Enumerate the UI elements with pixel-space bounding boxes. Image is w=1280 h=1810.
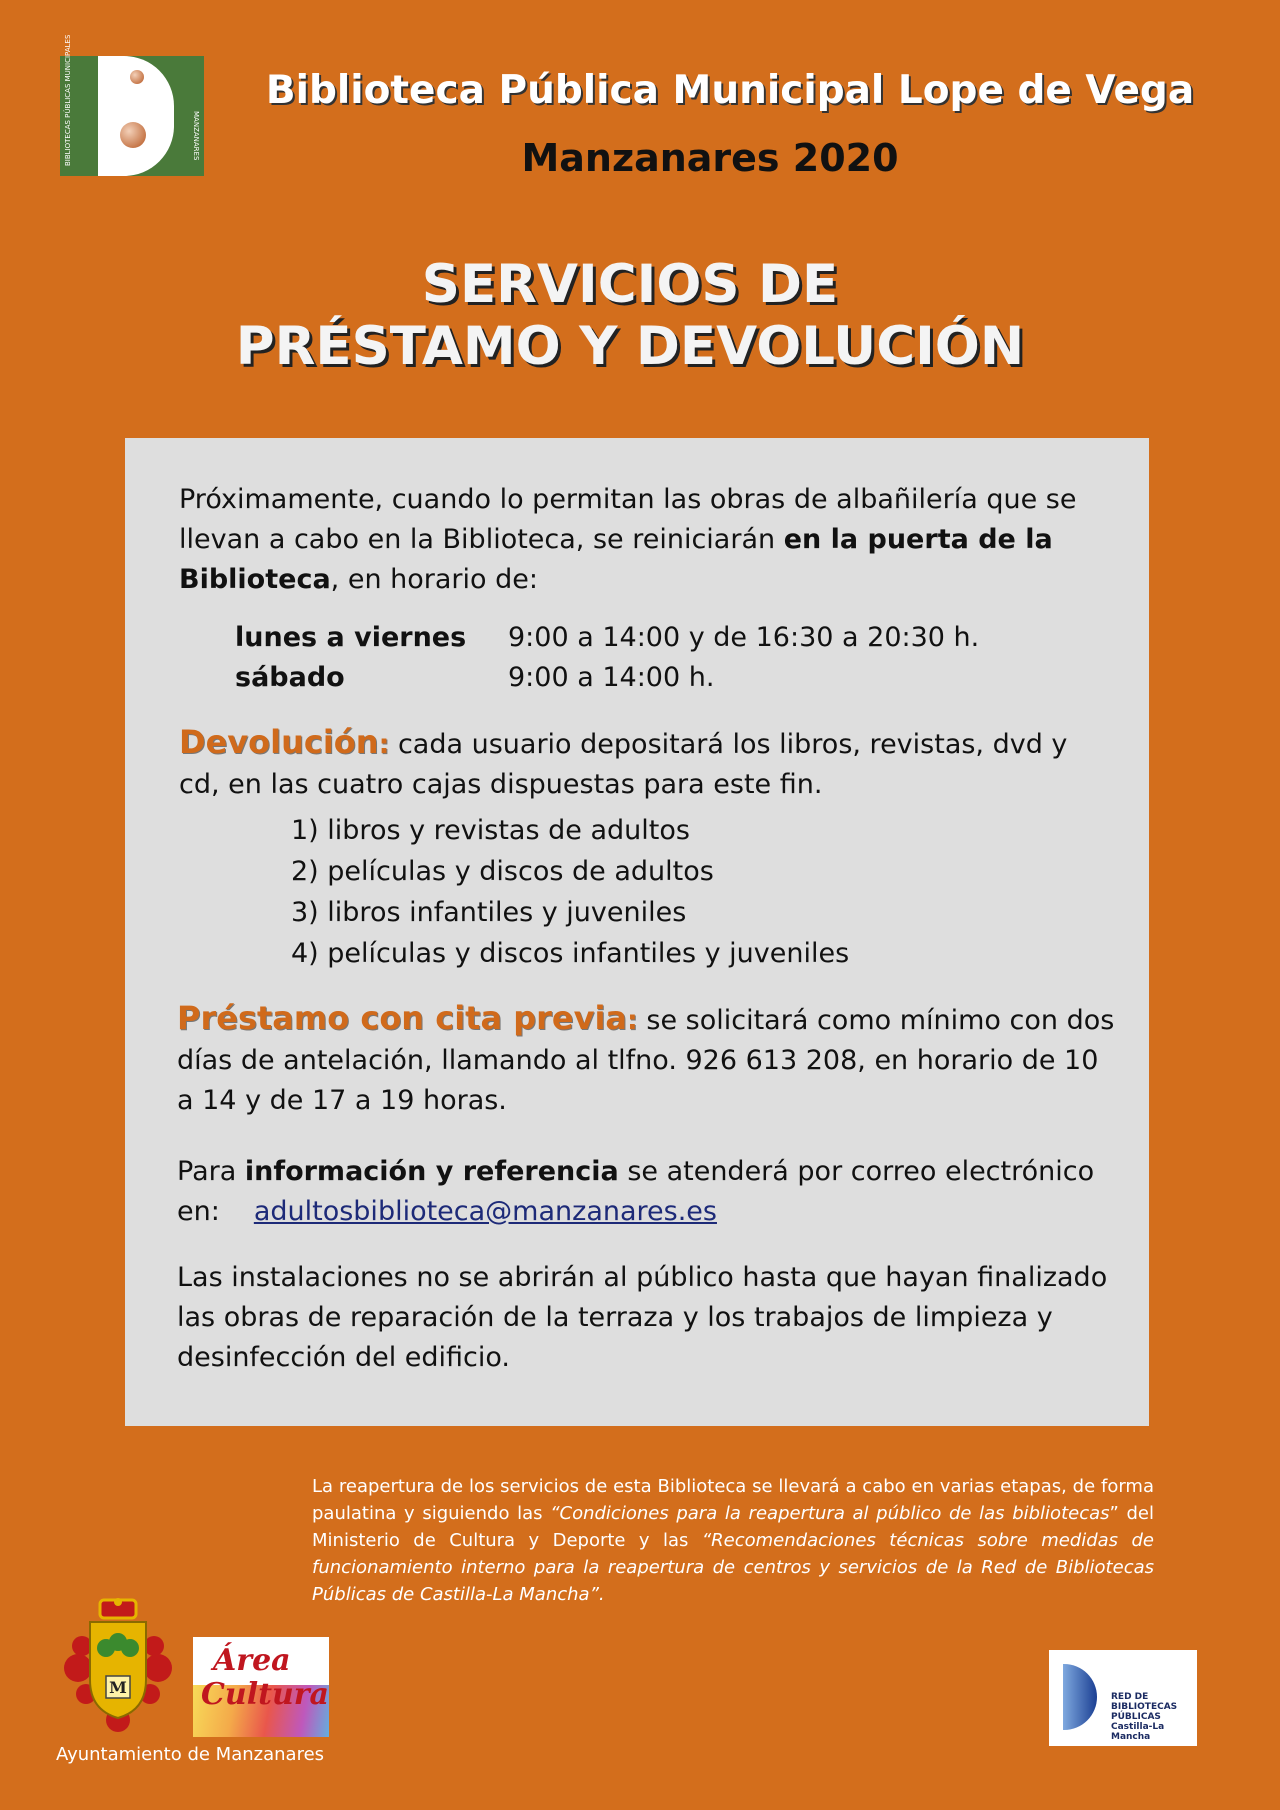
library-logo	[60, 34, 204, 176]
info-card	[125, 438, 1149, 1426]
main-title-line2: PRÉSTAMO Y DEVOLUCIÓN	[235, 316, 1025, 377]
area-text-2: Cultura	[201, 1677, 329, 1712]
hours-row	[235, 658, 1095, 698]
red-logo-text: RED DE BIBLIOTECAS PÚBLICAS Castilla-La Mancha	[1111, 1692, 1178, 1742]
main-title-line1: SERVICIOS DE	[421, 254, 839, 315]
intro-paragraph	[179, 480, 1109, 600]
intro-text: Próximamente, cuando lo permitan las obras de albañilería que se llevan a cabo en la Biblioteca, se reiniciarán	[179, 484, 1077, 555]
email-link[interactable]: adultosbiblioteca@manzanares.es	[253, 1196, 717, 1227]
prestamo-colon: :	[627, 1005, 638, 1036]
ayuntamiento-label: Ayuntamiento de Manzanares	[56, 1744, 325, 1765]
list-item: 1) libros y revistas de adultos	[291, 815, 690, 846]
area-text-1: Área	[213, 1643, 291, 1678]
list-item: 4) películas y discos infantiles y juveniles	[291, 938, 850, 969]
logo-ball-large	[120, 122, 146, 148]
devolucion-text: cada usuario depositará los libros, revistas, dvd y cd, en las cuatro cajas dispuestas para este fin.	[179, 729, 1068, 800]
prestamo-paragraph	[177, 998, 1117, 1121]
note-text: La reapertura de los servicios de esta Biblioteca se llevará a cabo en varias etapas, de forma paulatina y siguiendo las	[312, 1476, 1154, 1524]
logo-ball-small	[130, 70, 144, 84]
area-cultura-logo	[193, 1637, 329, 1737]
intro-text-end: , en horario de:	[330, 564, 538, 595]
note-text: ” del Ministerio de Cultura y Deporte y las	[312, 1503, 1154, 1551]
red-bibliotecas-logo	[1049, 1650, 1197, 1746]
info-paragraph	[177, 1152, 1117, 1232]
note-italic: “Condiciones para la reapertura al público de las bibliotecas	[550, 1503, 1110, 1524]
devolucion-paragraph	[179, 722, 1109, 805]
prestamo-text: se solicitará como mínimo con dos días de antelación, llamando al tlfno. 926 613 208, en horario de 10 a 14 y de 17 a 19 horas.	[177, 1005, 1115, 1116]
svg-text:M: M	[109, 1678, 127, 1697]
town-crest-icon	[62, 1598, 174, 1736]
intro-bold: en la puerta de la Biblioteca	[179, 524, 1053, 595]
hours-time: 9:00 a 14:00 h.	[508, 662, 715, 693]
hours-day: sábado	[235, 662, 345, 693]
info-text-end: se atenderá por correo electrónico en:	[177, 1156, 1095, 1227]
header-title: Biblioteca Pública Municipal Lope de Vega	[265, 68, 1195, 113]
closing-paragraph: Las instalaciones no se abrirán al público hasta que hayan finalizado las obras de reparación de la terraza y los trabajos de limpieza y desinfección del edificio.	[177, 1262, 1108, 1373]
reopening-note	[312, 1473, 1154, 1608]
main-title	[180, 254, 1080, 378]
header-subtitle: Manzanares 2020	[521, 136, 899, 180]
note-italic: “Recomendaciones técnicas sobre medidas de funcionamiento interno para la reapertura de centros y servicios de la Red de Bibliotecas Públicas de Castilla-La Mancha”.	[312, 1530, 1154, 1605]
devolucion-label: Devolución	[179, 723, 379, 761]
hours-table	[235, 618, 1095, 698]
list-item: 3) libros infantiles y juveniles	[291, 897, 687, 928]
info-bold: información y referencia	[244, 1156, 619, 1187]
info-text: Para	[177, 1156, 245, 1187]
logo-text-left: BIBLIOTECAS PÚBLICAS MUNICIPALES	[64, 34, 72, 166]
logo-text-right: MANZANARES	[192, 111, 200, 161]
devolucion-colon: :	[378, 729, 390, 760]
devolucion-list	[291, 810, 1071, 974]
hours-row	[235, 618, 1095, 658]
hours-time: 9:00 a 14:00 y de 16:30 a 20:30 h.	[508, 622, 980, 653]
red-logo-mark-icon	[1063, 1664, 1097, 1730]
hours-day: lunes a viernes	[235, 622, 467, 653]
prestamo-label: Préstamo con cita previa	[177, 999, 627, 1037]
list-item: 2) películas y discos de adultos	[291, 856, 714, 887]
